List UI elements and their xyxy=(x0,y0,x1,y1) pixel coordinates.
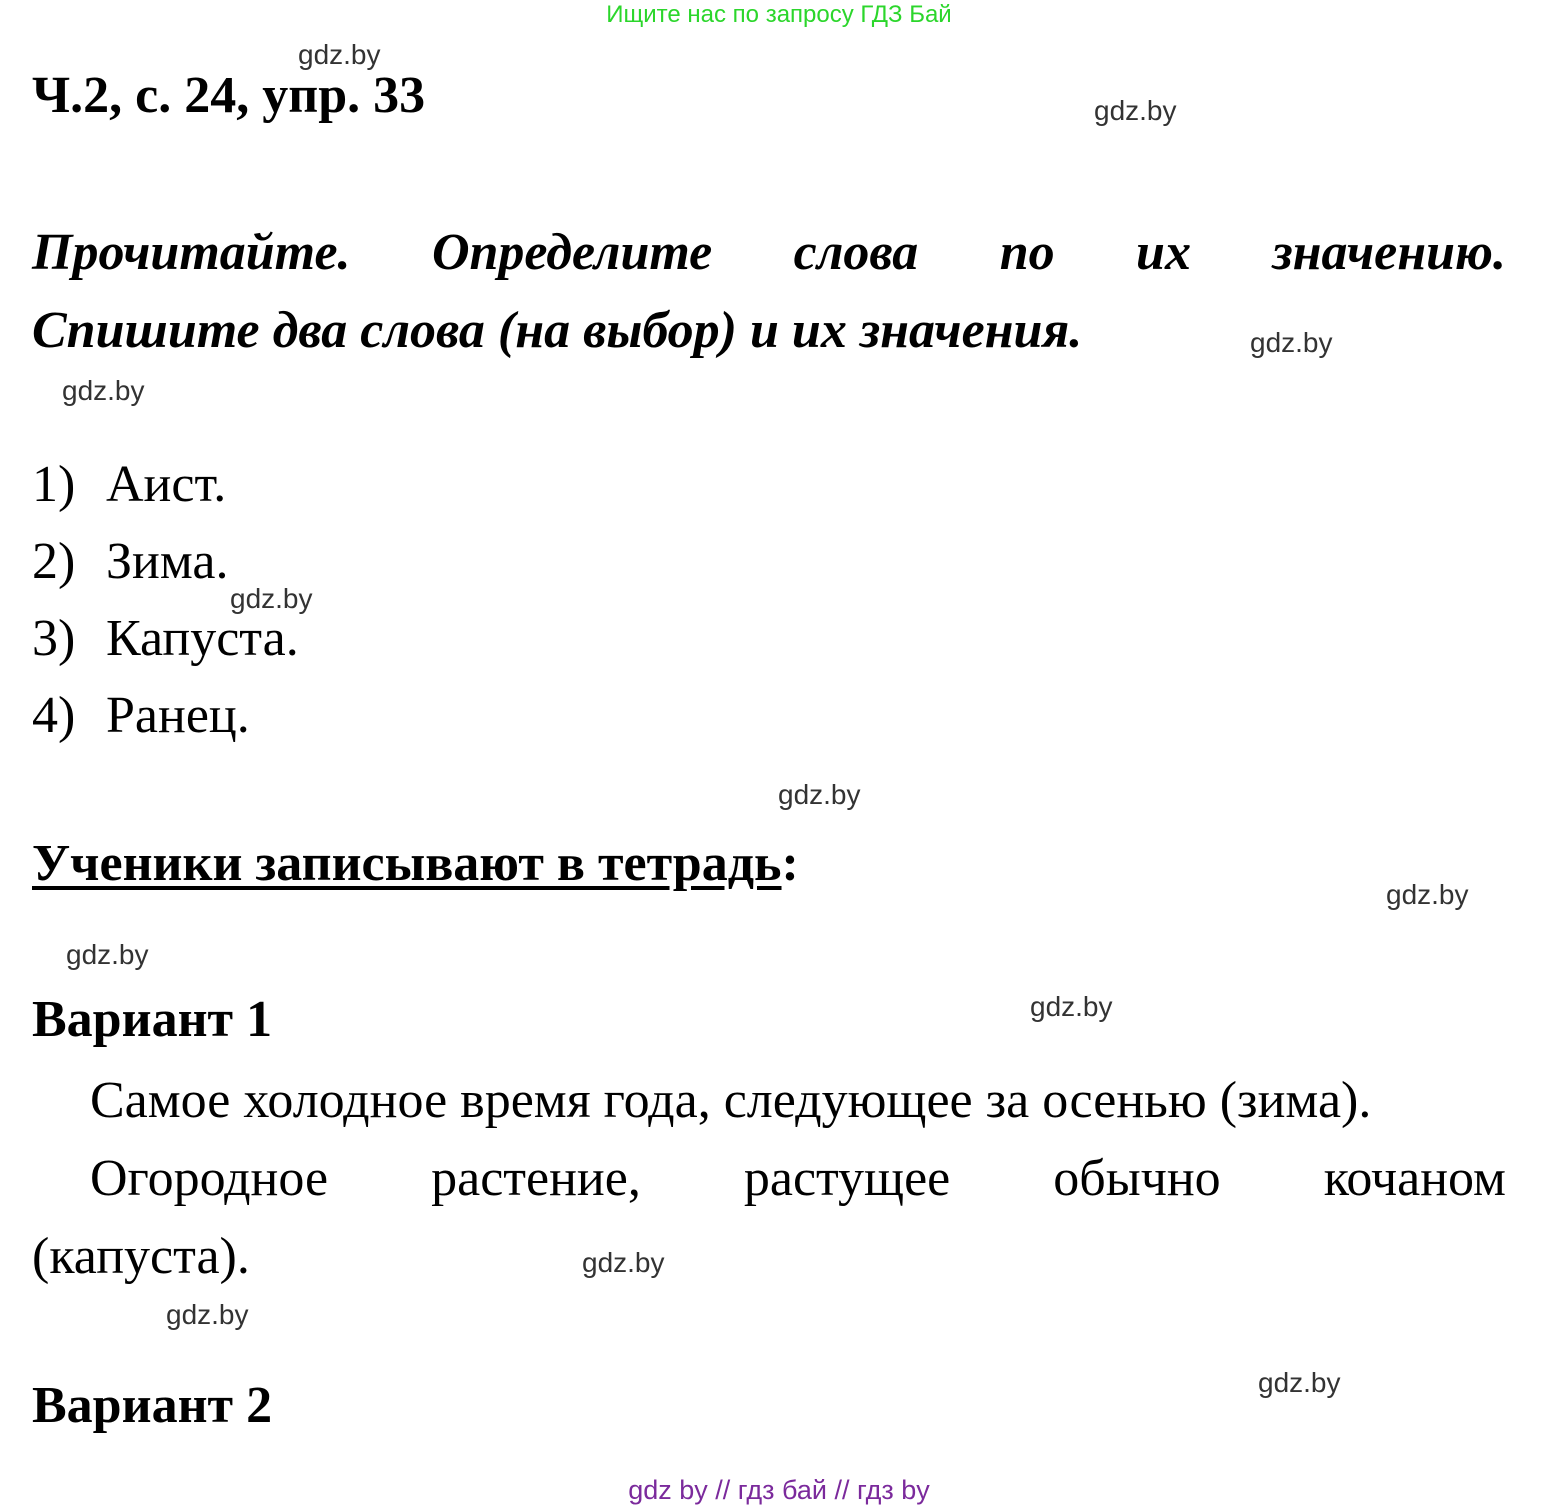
definition-line-1 xyxy=(32,1140,1506,1218)
definition-word: растущее xyxy=(743,1150,951,1207)
list-number: 2) xyxy=(32,533,76,590)
task-word: их xyxy=(1136,224,1191,281)
definition-line-2: (капуста). xyxy=(32,1228,250,1285)
definition-word: кочаном xyxy=(1323,1150,1506,1207)
definition-word: Огородное xyxy=(90,1150,329,1207)
list-word: Аист. xyxy=(106,456,227,513)
task-word: слова xyxy=(793,224,919,281)
watermark: gdz.by xyxy=(66,939,149,970)
list-item xyxy=(32,677,299,754)
list-item xyxy=(32,446,299,523)
top-banner: Ищите нас по запросу ГДЗ Бай xyxy=(606,1,952,28)
list-word: Ранец. xyxy=(106,687,250,744)
task-line-2: Спишите два слова (на выбор) и их значения. xyxy=(32,302,1083,359)
task-word: Определите xyxy=(431,224,713,281)
watermark: gdz.by xyxy=(1386,879,1469,910)
list-number: 3) xyxy=(32,610,76,667)
list-number: 4) xyxy=(32,687,76,744)
footer-links: gdz by // гдз бай // гдз by xyxy=(628,1475,930,1505)
watermark: gdz.by xyxy=(1250,327,1333,358)
variant-1-title: Вариант 1 xyxy=(32,991,273,1048)
definition-word: обычно xyxy=(1053,1150,1221,1207)
variant-1-definition-1: Самое холодное время года, следующее за осенью (зима). xyxy=(90,1072,1372,1129)
watermark: gdz.by xyxy=(582,1247,665,1278)
task-line-1 xyxy=(32,214,1506,292)
watermark: gdz.by xyxy=(1258,1367,1341,1398)
watermark: gdz.by xyxy=(1030,991,1113,1022)
notebook-heading xyxy=(32,832,799,896)
definition-word: растение, xyxy=(431,1150,641,1207)
page-title: Ч.2, с. 24, упр. 33 xyxy=(32,67,426,124)
variant-1-definition-2 xyxy=(32,1140,1506,1296)
variant-2-title: Вариант 2 xyxy=(32,1377,273,1434)
watermark: gdz.by xyxy=(166,1299,249,1330)
task-word: по xyxy=(999,224,1055,281)
watermark: gdz.by xyxy=(1094,95,1177,126)
list-word: Капуста. xyxy=(106,610,299,667)
watermark: gdz.by xyxy=(778,779,861,810)
notebook-heading-text: Ученики записывают в тетрадь xyxy=(32,835,782,892)
watermark: gdz.by xyxy=(62,375,145,406)
notebook-heading-colon: : xyxy=(781,835,799,892)
task-word: значению. xyxy=(1272,224,1506,281)
watermark: gdz.by xyxy=(298,39,381,70)
watermark: gdz.by xyxy=(230,583,313,614)
task-word: Прочитайте. xyxy=(32,224,351,281)
list-word: Зима. xyxy=(106,533,229,590)
list-number: 1) xyxy=(32,456,76,513)
